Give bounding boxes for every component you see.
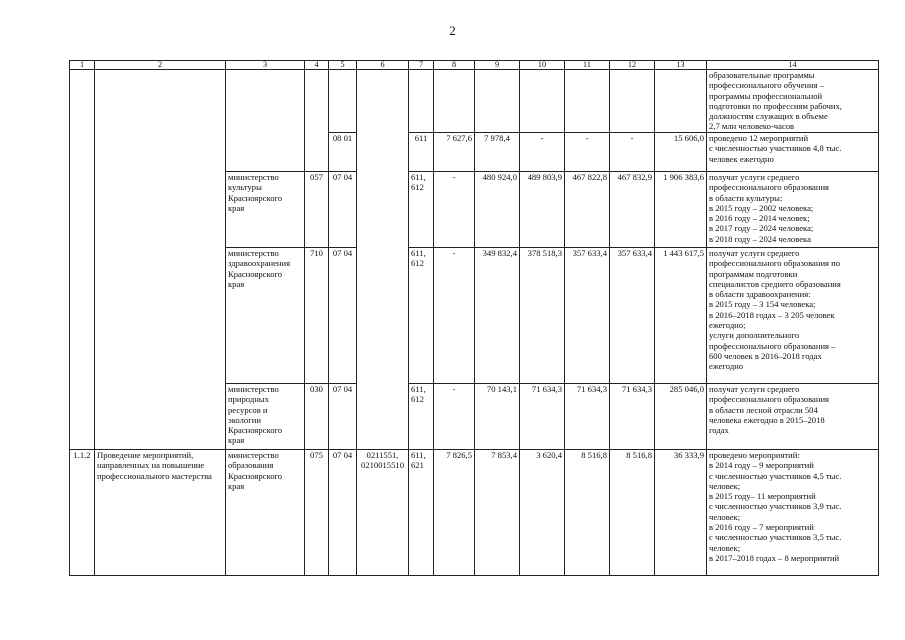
cell-agency: министерство культуры Красноярского края	[226, 172, 305, 248]
table-row	[70, 450, 879, 576]
header-row	[70, 61, 879, 70]
col-header: 2	[95, 61, 226, 70]
col-header: 12	[610, 61, 655, 70]
cell-type: 611, 612	[409, 384, 434, 450]
cell-value	[565, 70, 610, 133]
cell-value	[610, 70, 655, 133]
cell-measure	[95, 70, 226, 450]
col-header: 4	[305, 61, 329, 70]
cell-type: 611, 612	[409, 172, 434, 248]
cell-type: 611, 612	[409, 248, 434, 384]
cell-value	[434, 70, 475, 133]
col-header: 8	[434, 61, 475, 70]
cell-value: -	[434, 384, 475, 450]
cell-total: 15 606,0	[655, 133, 707, 172]
cell-code: 075	[305, 450, 329, 576]
cell-value: 7 853,4	[475, 450, 520, 576]
cell-value: 357 633,4	[565, 248, 610, 384]
cell-value: 8 516,8	[565, 450, 610, 576]
cell-section: 07 04	[329, 450, 357, 576]
cell-code: 057	[305, 172, 329, 248]
cell-value: 7 627,6	[434, 133, 475, 172]
cell-value: 7 978,4	[475, 133, 520, 172]
cell-section: 07 04	[329, 172, 357, 248]
cell-code	[305, 70, 329, 172]
col-header: 5	[329, 61, 357, 70]
cell-value: 8 516,8	[610, 450, 655, 576]
cell-value: 3 620,4	[520, 450, 565, 576]
cell-value: 467 822,8	[565, 172, 610, 248]
program-table	[69, 60, 879, 576]
cell-value: 480 924,0	[475, 172, 520, 248]
cell-section: 08 01	[329, 133, 357, 172]
cell-value: 70 143,1	[475, 384, 520, 450]
cell-section: 07 04	[329, 384, 357, 450]
cell-agency: министерство здравоохранения Красноярского края	[226, 248, 305, 384]
cell-result: проведено 12 мероприятий с численностью участников 4,8 тыс. человек ежегодно	[707, 133, 879, 172]
cell-value: 349 832,4	[475, 248, 520, 384]
col-header: 14	[707, 61, 879, 70]
col-header: 13	[655, 61, 707, 70]
cell-section	[329, 70, 357, 133]
table-row	[70, 70, 879, 133]
col-header: 7	[409, 61, 434, 70]
cell-number: 1.1.2	[70, 450, 95, 576]
col-header: 9	[475, 61, 520, 70]
cell-target	[357, 70, 409, 450]
cell-value: -	[434, 172, 475, 248]
cell-result: получат услуги среднего профессионального образования по программам подготовки специалистов среднего образования в области здравоохранения: в 2015 году – 3 154 человека; в 2016–2018 годах – 3 205 человек ежегодно; услуги дополнительного профессионального образования – 600 человек в 2016–2018 годах ежегодно	[707, 248, 879, 384]
cell-number	[70, 70, 95, 450]
cell-value: 467 832,9	[610, 172, 655, 248]
cell-value: 71 634,3	[565, 384, 610, 450]
col-header: 1	[70, 61, 95, 70]
cell-value: -	[520, 133, 565, 172]
cell-total: 1 443 617,5	[655, 248, 707, 384]
page-number: 2	[449, 23, 456, 38]
cell-value	[475, 70, 520, 133]
col-header: 10	[520, 61, 565, 70]
cell-code: 030	[305, 384, 329, 450]
cell-value: 7 826,5	[434, 450, 475, 576]
cell-result: получат услуги среднего профессионального образования в области лесной отрасли 504 человека ежегодно в 2015–2018 годах	[707, 384, 879, 450]
cell-type: 611, 621	[409, 450, 434, 576]
col-header: 6	[357, 61, 409, 70]
cell-agency: министерство образования Красноярского края	[226, 450, 305, 576]
cell-value: 489 803,9	[520, 172, 565, 248]
cell-value: 357 633,4	[610, 248, 655, 384]
cell-value: 71 634,3	[610, 384, 655, 450]
cell-total: 1 906 383,6	[655, 172, 707, 248]
cell-result: образовательные программы профессионального обучения – программы профессиональной подготовки по профессиям рабочих, должностям служащих в объеме 2,7 млн человеко-часов	[707, 70, 879, 133]
cell-value: -	[434, 248, 475, 384]
cell-type	[409, 70, 434, 133]
cell-value: -	[565, 133, 610, 172]
cell-type: 611	[409, 133, 434, 172]
cell-agency: министерство природных ресурсов и экологии Красноярского края	[226, 384, 305, 450]
cell-value: 378 518,3	[520, 248, 565, 384]
cell-target: 0211551, 0210015510	[357, 450, 409, 576]
cell-result: получат услуги среднего профессионального образования в области культуры: в 2015 году – 2002 человека; в 2016 году – 2014 человек; в 2017 году – 2024 человека; в 2018 году – 2024 человека	[707, 172, 879, 248]
cell-agency	[226, 70, 305, 172]
cell-code: 710	[305, 248, 329, 384]
cell-result: проведено мероприятий: в 2014 году – 9 мероприятий с численностью участников 4,5 тыс. человек; в 2015 году– 11 мероприятий с численностью участников 3,9 тыс. человек; в 2016 году – 7 мероприятий с численностью участников 3,5 тыс. человек; в 2017–2018 годах – 8 мероприятий	[707, 450, 879, 576]
cell-value	[520, 70, 565, 133]
cell-total: 36 333,9	[655, 450, 707, 576]
cell-section: 07 04	[329, 248, 357, 384]
cell-total	[655, 70, 707, 133]
cell-measure: Проведение мероприятий, направленных на повышение профессионального мастерства	[95, 450, 226, 576]
cell-value: 71 634,3	[520, 384, 565, 450]
cell-total: 285 046,0	[655, 384, 707, 450]
cell-value: -	[610, 133, 655, 172]
col-header: 3	[226, 61, 305, 70]
col-header: 11	[565, 61, 610, 70]
